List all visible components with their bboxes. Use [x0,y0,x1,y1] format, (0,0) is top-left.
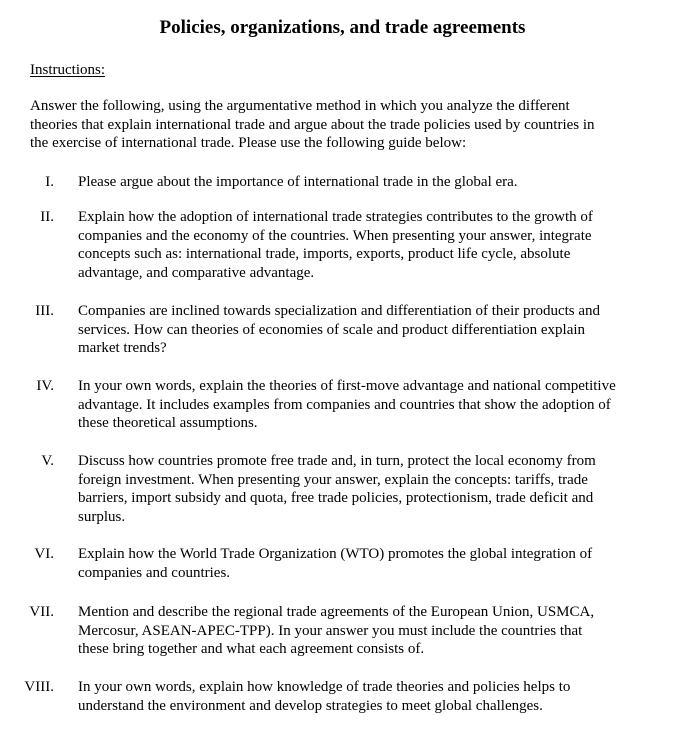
item-number: I. [45,174,54,190]
item-number: VI. [34,546,54,562]
item-text: Discuss how countries promote free trade and, in turn, protect the local economy from foreign investment. When presenting your answer, explain the concepts: tariffs, trade barriers, import subsidy and quota, free trade policies, protectionism, trade deficit and surplus. [78,453,596,525]
item-text: Please argue about the importance of international trade in the global era. [78,174,518,190]
item-number: IV. [36,378,54,394]
page-title: Policies, organizations, and trade agreements [159,17,526,38]
item-number: II. [40,209,54,225]
item-text: Explain how the adoption of international trade strategies contributes to the growth of companies and the economy of the countries. When presenting your answer, integrate concepts such as: international trade, imports, exports, product life cycle, absolute advantage, and comparative advantage. [78,209,593,281]
item-text: Mention and describe the regional trade agreements of the European Union, USMCA, Mercosur, ASEAN-APEC-TPP). In your answer you must include the countries that these bring together and what each agreement consists of. [78,604,595,657]
instructions-text: Answer the following, using the argumentative method in which you analyze the different theories that explain international trade and argue about the trade policies used by countries in the exercise of international trade. Please use the following guide below: [30,98,595,151]
item-text: Explain how the World Trade Organization (WTO) promotes the global integration of companies and countries. [78,546,593,581]
item-text: In your own words, explain how knowledge of trade theories and policies helps to understand the environment and develop strategies to meet global challenges. [78,679,571,714]
item-number: V. [41,453,54,469]
item-number: III. [35,303,54,319]
instructions-label: Instructions: [30,62,105,78]
item-number: VII. [29,604,54,620]
item-text: Companies are inclined towards specialization and differentiation of their products and services. How can theories of economies of scale and product differentiation explain market trends? [78,303,601,356]
item-text: In your own words, explain the theories of first-move advantage and national competitive advantage. It includes examples from companies and countries that show the adoption of these theoretical assumptions. [78,378,616,431]
item-number: VIII. [24,679,54,695]
